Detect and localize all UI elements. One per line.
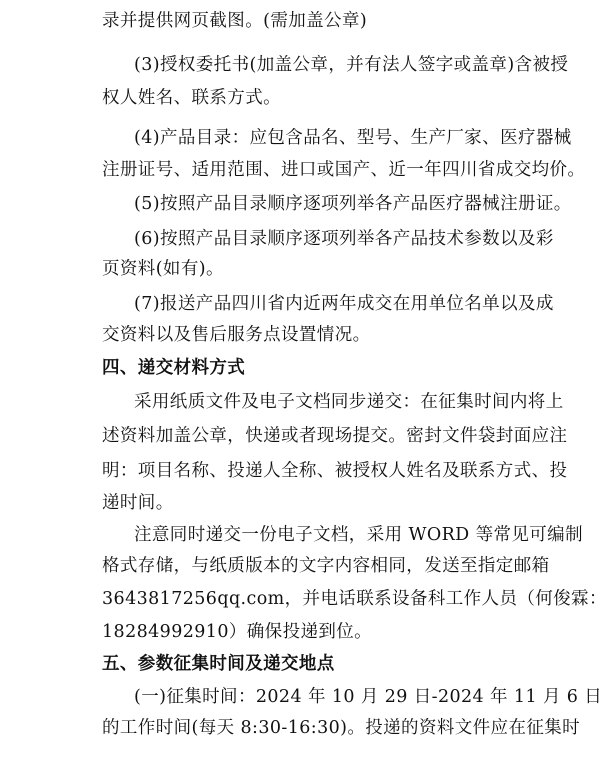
- section-heading: 四、递交材料方式: [102, 358, 246, 378]
- text-line: 的工作时间(每天 8:30-16:30)。投递的资料文件应在征集时: [102, 718, 581, 738]
- text-line: 权人姓名、联系方式。: [102, 88, 281, 108]
- text-line: 注册证号、适用范围、进口或国产、近一年四川省成交均价。: [102, 160, 586, 180]
- text-line: (6)按照产品目录顺序逐项列举各产品技术参数以及彩: [134, 229, 554, 249]
- text-line: 页资料(如有)。: [102, 259, 224, 279]
- text-line: 采用纸质文件及电子文档同步递交：在征集时间内将上: [134, 392, 564, 412]
- text-line: (一)征集时间：2024 年 10 月 29 日-2024 年 11 月 6 日: [134, 687, 603, 707]
- text-line: (3)授权委托书(加盖公章，并有法人签字或盖章)含被授: [134, 55, 569, 75]
- text-line: 明：项目名称、投递人全称、被授权人姓名及联系方式、投: [102, 461, 568, 481]
- text-line: (4)产品目录：应包含品名、型号、生产厂家、医疗器械: [134, 128, 572, 148]
- text-line: 注意同时递交一份电子文档，采用 WORD 等常见可编制: [134, 525, 583, 545]
- text-line: (7)报送产品四川省内近两年成交在用单位名单以及成: [134, 294, 554, 314]
- text-line: 格式存储，与纸质版本的文字内容相同，发送至指定邮箱: [102, 556, 550, 576]
- section-heading: 五、参数征集时间及递交地点: [102, 654, 335, 674]
- text-line: 述资料加盖公章，快递或者现场提交。密封文件袋封面应注: [102, 426, 568, 446]
- text-line: 18284992910）确保投递到位。: [102, 622, 373, 642]
- text-line: 交资料以及售后服务点设置情况。: [102, 325, 371, 345]
- text-line: 录并提供网页截图。(需加盖公章): [102, 11, 368, 31]
- text-line: 递时间。: [102, 493, 174, 513]
- text-line: 3643817256qq.com，并电话联系设备科工作人员（何俊霖：: [102, 589, 607, 609]
- text-line: (5)按照产品目录顺序逐项列举各产品医疗器械注册证。: [134, 194, 572, 214]
